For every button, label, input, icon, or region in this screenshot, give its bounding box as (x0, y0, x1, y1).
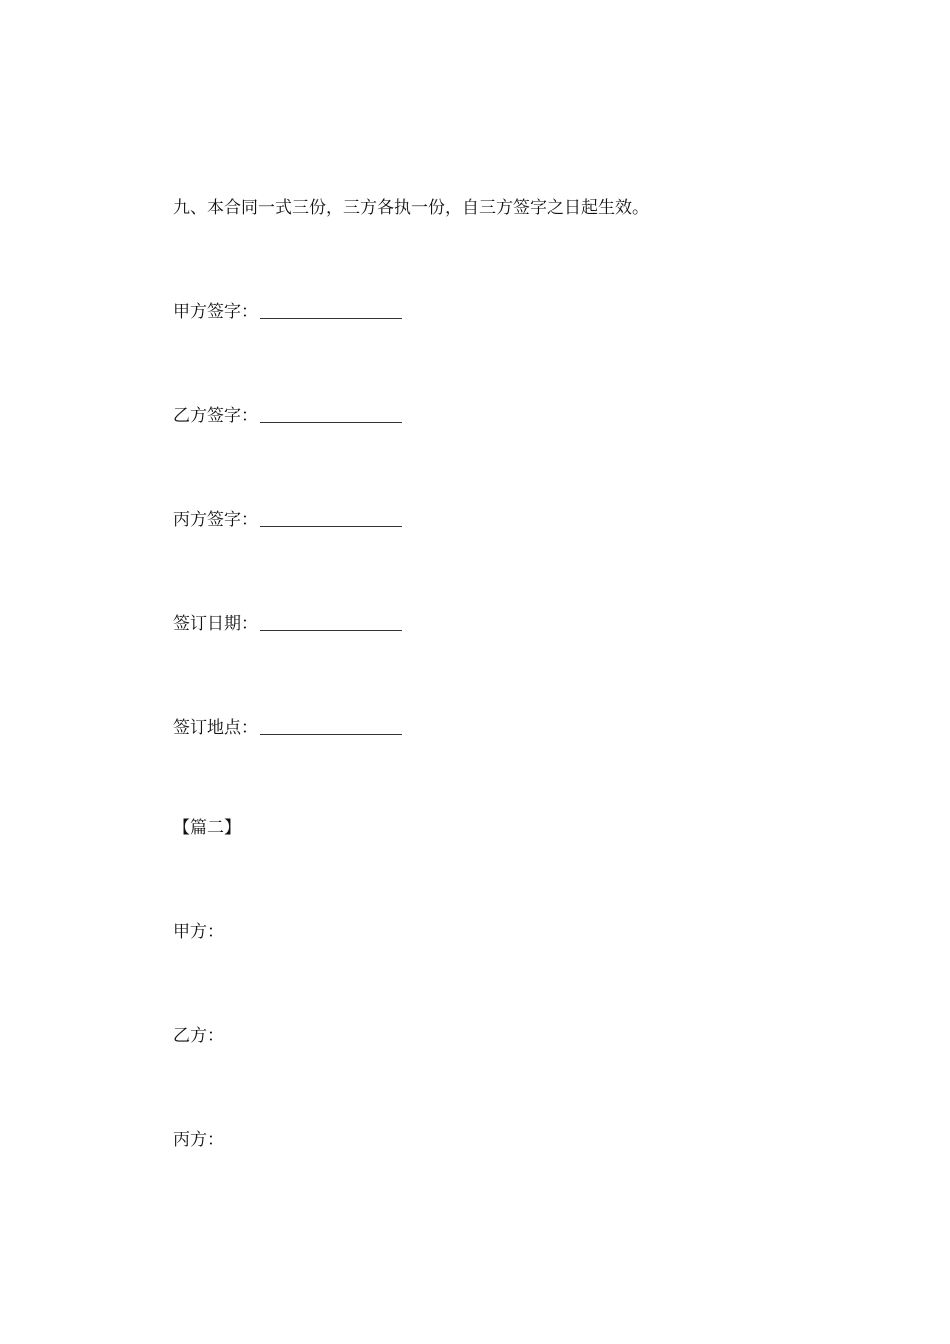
section-heading (173, 816, 241, 840)
clause-nine (173, 196, 649, 220)
party-c-signature-row (173, 508, 402, 532)
section-heading-text: 【篇二】 (173, 818, 241, 838)
signing-date-label: 签订日期： (173, 614, 258, 634)
party-c-signature-blank (260, 525, 402, 527)
clause-nine-text: 九、本合同一式三份，三方各执一份，自三方签字之日起生效。 (173, 198, 649, 218)
signing-place-row (173, 716, 402, 740)
party-b-row (173, 1024, 224, 1048)
party-a-row (173, 920, 224, 944)
party-b-label: 乙方： (173, 1026, 224, 1046)
party-c-label: 丙方： (173, 1130, 224, 1150)
party-b-signature-blank (260, 421, 402, 423)
signing-place-blank (260, 733, 402, 735)
signing-date-blank (260, 629, 402, 631)
signing-date-row (173, 612, 402, 636)
party-c-signature-label: 丙方签字： (173, 510, 258, 530)
party-a-signature-row (173, 300, 402, 324)
party-b-signature-row (173, 404, 402, 428)
party-a-label: 甲方： (173, 922, 224, 942)
signing-place-label: 签订地点： (173, 718, 258, 738)
party-c-row (173, 1128, 224, 1152)
party-b-signature-label: 乙方签字： (173, 406, 258, 426)
party-a-signature-label: 甲方签字： (173, 302, 258, 322)
party-a-signature-blank (260, 317, 402, 319)
